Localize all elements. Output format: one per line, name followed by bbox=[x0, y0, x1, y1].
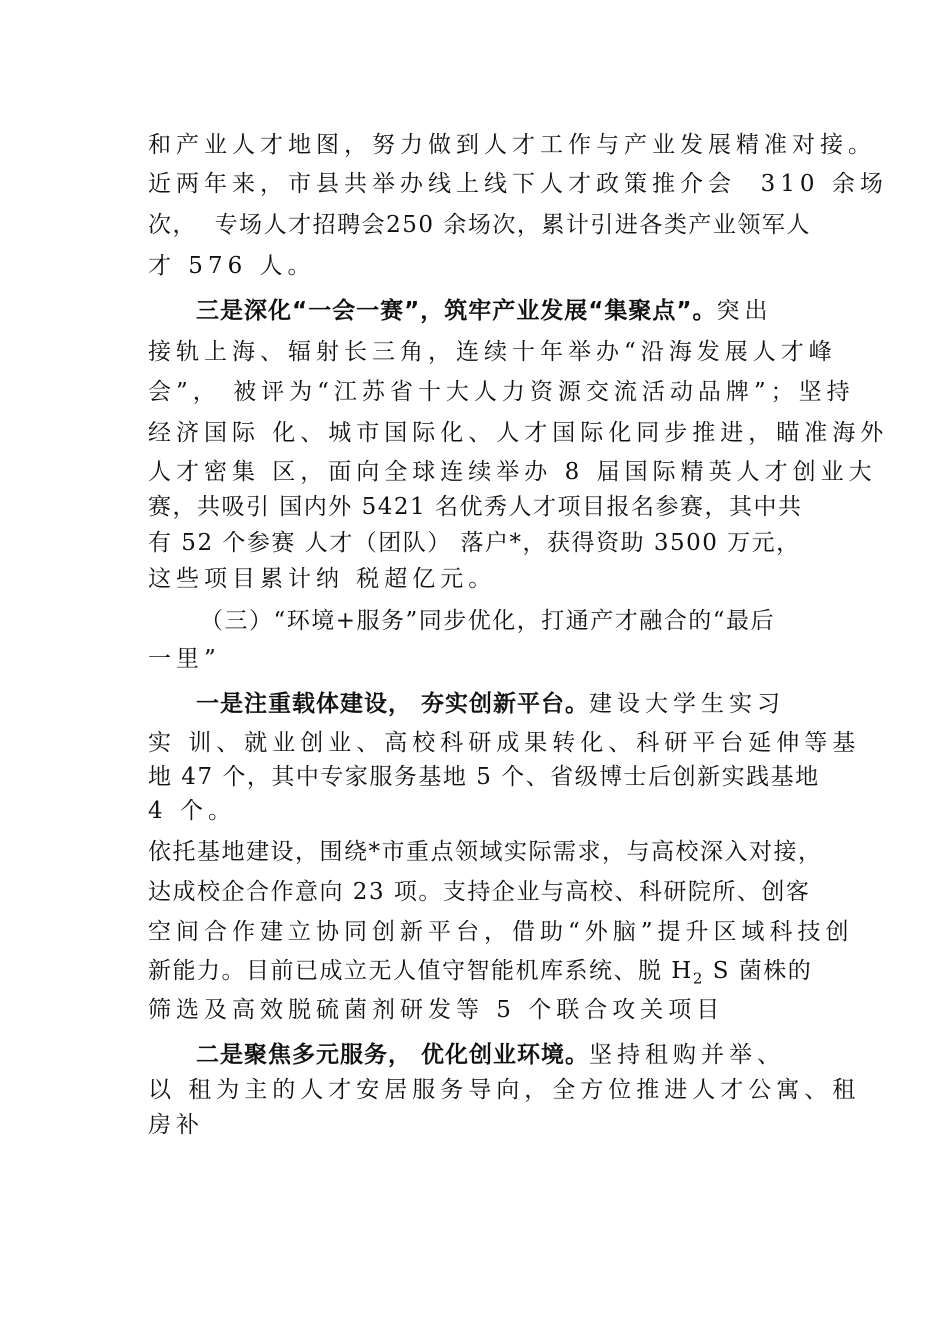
p1-line-2: 近两年来，市县共举办线上线下人才政策推介会 310 余场 bbox=[148, 171, 888, 197]
p2-line-4: 经济国际 化、城市国际化、人才国际化同步推进，瞄准海外 bbox=[148, 420, 889, 446]
p1-line-3: 次， 专场人才招聘会250 余场次，累计引进各类产业领军人 bbox=[148, 212, 811, 238]
p2-line-5: 人才密集 区，面向全球连续举办 8 届国际精英人才创业大 bbox=[148, 459, 877, 485]
p4-line-4-post: S 菌株的 bbox=[703, 958, 813, 984]
p2-bold-lead: 三是深化“一会一赛”，筑牢产业发展“集聚点”。 bbox=[196, 298, 717, 324]
p3-line-3: 地 47 个，其中专家服务基地 5 个、省级博士后创新实践基地 bbox=[148, 764, 820, 790]
p4-line-5: 筛选及高效脱硫菌剂研发等 5 个联合攻关项目 bbox=[148, 997, 725, 1023]
p2-line-7: 有 52 个参赛 人才（团队） 落户*，获得资助 3500 万元， bbox=[148, 530, 801, 556]
p5-line-2: 以 租为主的人才安居服务导向，全方位推进人才公寓、租 bbox=[148, 1077, 861, 1103]
p3-line-2: 实 训、就业创业、高校科研成果转化、科研平台延伸等基 bbox=[148, 730, 861, 756]
p2-line-1 bbox=[196, 296, 772, 326]
p3-line-4: 4 个。 bbox=[148, 798, 236, 824]
h2s-subscript: 2 bbox=[692, 969, 704, 988]
p5-line-1-rest: 坚持租购并举、 bbox=[589, 1042, 786, 1068]
p2-line-6: 赛，共吸引 国内外 5421 名优秀人才项目报名参赛，其中共 bbox=[148, 494, 803, 520]
p2-line-8: 这些项目累计纳 税超亿元。 bbox=[148, 566, 497, 592]
p3-line-1-rest: 建设大学生实习 bbox=[589, 691, 786, 717]
p1-line-1: 和产业人才地图，努力做到人才工作与产业发展精准对接。 bbox=[148, 132, 876, 158]
p2-line-1-rest: 突出 bbox=[716, 298, 773, 324]
p2-line-2: 接轨上海、辐射长三角，连续十年举办“沿海发展人才峰 bbox=[148, 339, 837, 365]
p4-line-4 bbox=[148, 956, 812, 986]
p2-line-3: 会”， 被评为“江苏省十大人力资源交流活动品牌”；坚持 bbox=[148, 379, 855, 405]
p3-line-1 bbox=[196, 689, 785, 719]
section-heading-3-line-1: （三）“环境+服务”同步优化，打通产才融合的“最后 bbox=[200, 608, 776, 634]
p5-line-1 bbox=[196, 1040, 785, 1070]
p4-line-1: 依托基地建设，围绕*市重点领域实际需求，与高校深入对接， bbox=[148, 839, 823, 865]
p3-bold-lead: 一是注重载体建设， 夯实创新平台。 bbox=[196, 691, 590, 717]
p5-bold-lead: 二是聚焦多元服务， 优化创业环境。 bbox=[196, 1042, 590, 1068]
p1-line-4: 才 576 人。 bbox=[148, 253, 316, 279]
p4-line-2: 达成校企合作意向 23 项。支持企业与高校、科研院所、创客 bbox=[148, 879, 811, 905]
p4-line-4-pre: 新能力。目前已成立无人值守智能机库系统、脱 H bbox=[148, 958, 693, 984]
p5-line-3: 房补 bbox=[148, 1112, 204, 1138]
section-heading-3-line-2: 一里” bbox=[148, 646, 221, 672]
p4-line-3: 空间合作建立协同创新平台，借助“外脑”提升区域科技创 bbox=[148, 919, 854, 945]
